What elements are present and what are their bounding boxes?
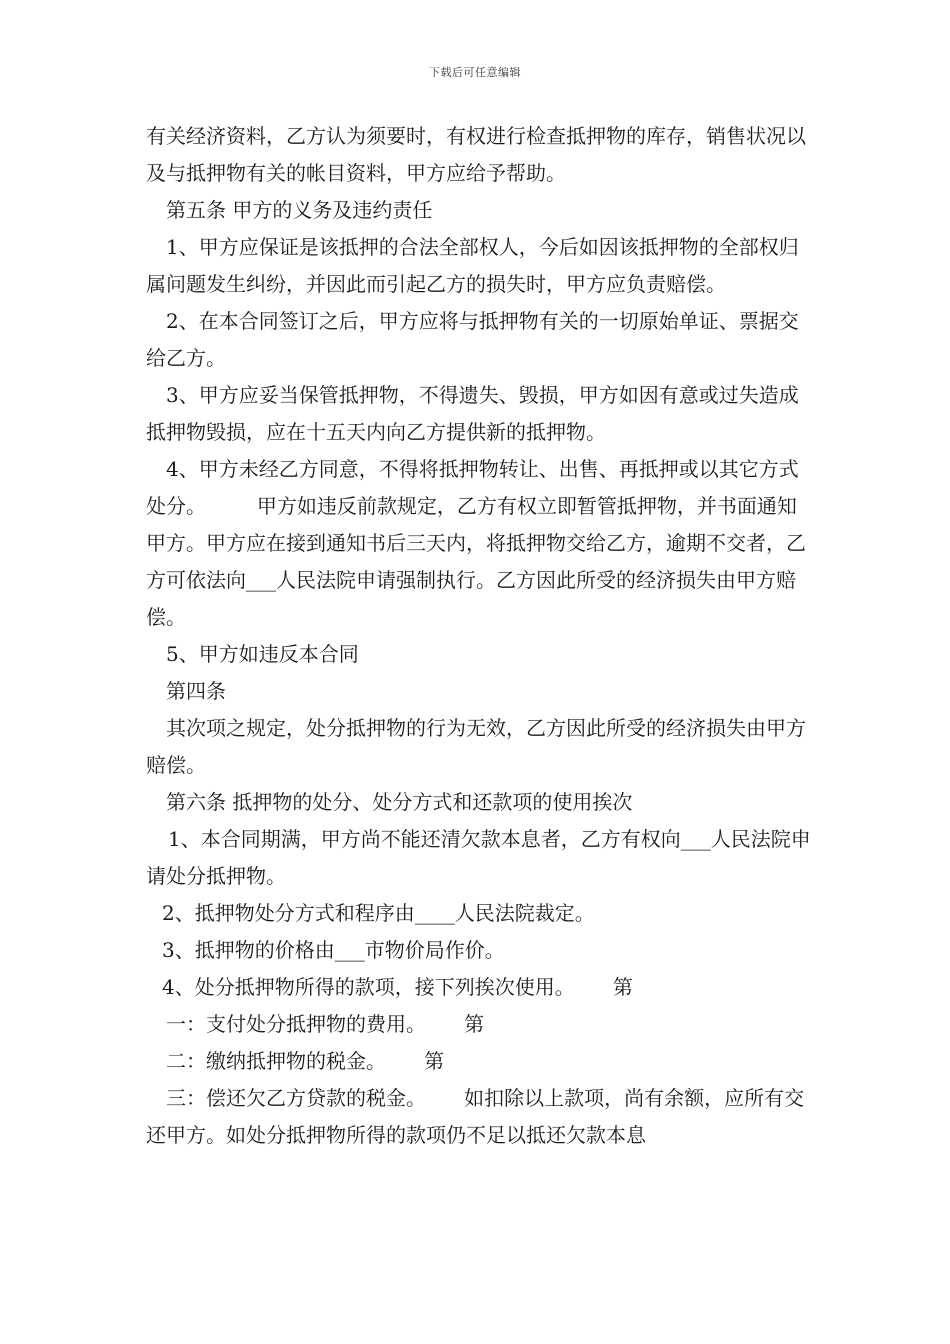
article-5-clause-3: 3、甲方应妥当保管抵押物，不得遗失、毁损，甲方如因有意或过失造成抵押物毁损，应在十五天内向乙方提供新的抵押物。 bbox=[146, 383, 799, 444]
article-5-clause-4: 4、甲方未经乙方同意，不得将抵押物转让、出售、再抵押或以其它方式处分。 甲方如违反前款规定，乙方有权立即暂管抵押物，并书面通知甲方。甲方应在接到通知书后三天内，将抵押物交给乙方，逾期不交者，乙方可依法向___人民法院申请强制执行。乙方因此所受的经济损失由甲方赔偿。 bbox=[146, 457, 806, 629]
document-body bbox=[146, 118, 816, 1154]
article-6-order-2: 二：缴纳抵押物的税金。 第 bbox=[166, 1049, 445, 1073]
article-4-continuation: 其次项之规定，处分抵押物的行为无效，乙方因此所受的经济损失由甲方赔偿。 bbox=[146, 716, 806, 777]
article-4-reference: 第四条 bbox=[166, 679, 226, 703]
article-6-clause-1: 1、本合同期满，甲方尚不能还清欠款本息者，乙方有权向___人民法院申请处分抵押物。 bbox=[146, 827, 811, 888]
article-6-order-3: 三：偿还欠乙方贷款的税金。 如扣除以上款项，尚有余额，应所有交还甲方。如处分抵押物所得的款项仍不足以抵还欠款本息 bbox=[146, 1086, 805, 1147]
article-6-clause-3: 3、抵押物的价格由___市物价局作价。 bbox=[162, 938, 505, 962]
article-5-clause-2: 2、在本合同签订之后，甲方应将与抵押物有关的一切原始单证、票据交给乙方。 bbox=[146, 309, 799, 370]
article-6-heading: 第六条 抵押物的处分、处分方式和还款项的使用挨次 bbox=[166, 790, 633, 814]
article-5-clause-1: 1、甲方应保证是该抵押的合法全部权人，今后如因该抵押物的全部权归属问题发生纠纷，并因此而引起乙方的损失时，甲方应负责赔偿。 bbox=[146, 235, 799, 296]
article-5-clause-5: 5、甲方如违反本合同 bbox=[166, 642, 359, 666]
article-6-clause-4: 4、处分抵押物所得的款项，接下列挨次使用。 第 bbox=[162, 975, 633, 999]
page-header-note: 下载后可任意编辑 bbox=[429, 66, 521, 79]
article-5-heading: 第五条 甲方的义务及违约责任 bbox=[166, 198, 433, 222]
article-6-clause-2: 2、抵押物处分方式和程序由____人民法院裁定。 bbox=[162, 901, 595, 925]
paragraph-continuation: 有关经济资料，乙方认为须要时，有权进行检查抵押物的库存，销售状况以及与抵押物有关的帐目资料，甲方应给予帮助。 bbox=[146, 124, 806, 185]
article-6-order-1: 一：支付处分抵押物的费用。 第 bbox=[166, 1012, 485, 1036]
